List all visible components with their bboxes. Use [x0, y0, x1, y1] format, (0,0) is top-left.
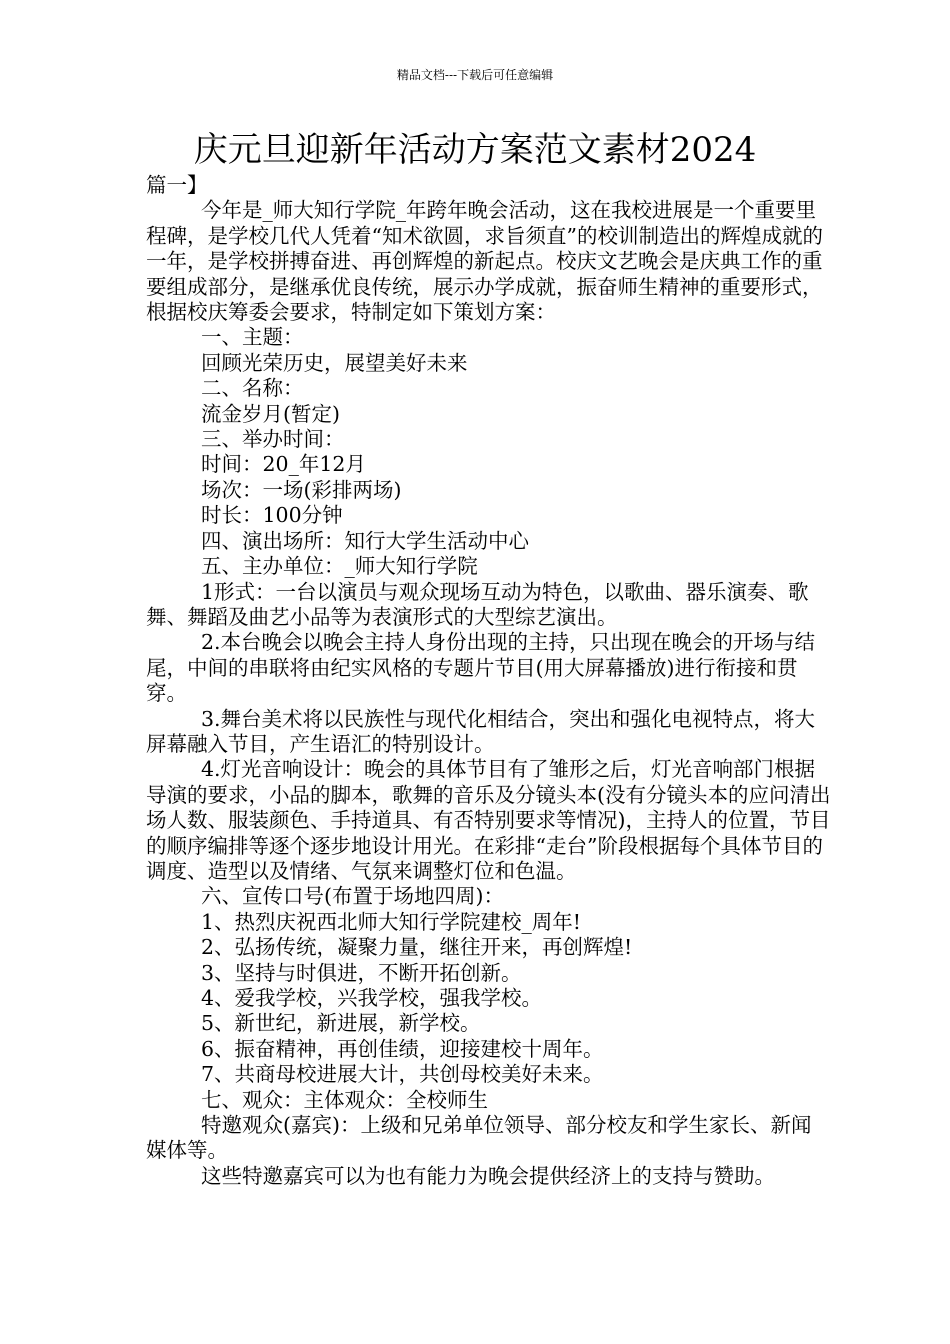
paragraph: 1、热烈庆祝西北师大知行学院建校_周年! — [201, 909, 582, 934]
paragraph: 五、主办单位：_师大知行学院 — [201, 554, 478, 579]
paragraph: 3.舞台美术将以民族性与现代化相结合，突出和强化电视特点，将大屏幕融入节目，产生语汇的特别设计。 — [146, 706, 816, 756]
paragraph: 流金岁月(暂定) — [201, 401, 340, 426]
paragraph: 3、坚持与时俱进，不断开拓创新。 — [201, 960, 522, 985]
paragraph: 场次：一场(彩排两场) — [201, 477, 402, 502]
paragraph: 1形式：一台以演员与观众现场互动为特色，以歌曲、器乐演奏、歌舞、舞蹈及曲艺小品等为表演形式的大型综艺演出。 — [146, 579, 809, 629]
paragraph: 这些特邀嘉宾可以为也有能力为晚会提供经济上的支持与赞助。 — [201, 1163, 775, 1188]
paragraph: 一、主题： — [201, 325, 304, 350]
paragraph: 二、名称： — [201, 376, 304, 401]
paragraph: 六、宣传口号(布置于场地四周)： — [201, 884, 504, 909]
paragraph: 回顾光荣历史，展望美好未来 — [201, 350, 468, 375]
document-body — [146, 173, 831, 1189]
page-header: 精品文档---下载后可任意编辑 — [396, 68, 554, 82]
paragraph: 7、共商母校进展大计，共创母校美好未来。 — [201, 1062, 604, 1087]
paragraph: 时长：100分钟 — [201, 503, 343, 528]
paragraph: 6、振奋精神，再创佳绩，迎接建校十周年。 — [201, 1036, 604, 1061]
paragraph: 三、举办时间： — [201, 427, 345, 452]
paragraph: 2、弘扬传统，凝聚力量，继往开来，再创辉煌! — [201, 935, 633, 960]
section-label: 篇一】 — [146, 173, 208, 197]
paragraph: 5、新世纪，新进展，新学校。 — [201, 1011, 481, 1036]
paragraph: 今年是_师大知行学院_年跨年晚会活动，这在我校进展是一个重要里程碑，是学校几代人凭着“知术欲圆，求旨须直”的校训制造出的辉煌成就的一年，是学校拼搏奋进、再创辉煌的新起点。校庆文艺晚会是庆典工作的重要组成部分，是继承优良传统，展示办学成就，振奋师生精神的重要形式，根据校庆筹委会要求，特制定如下策划方案： — [146, 198, 823, 325]
paragraph: 4、爱我学校，兴我学校，强我学校。 — [201, 986, 543, 1010]
paragraph: 七、观众：主体观众：全校师生 — [201, 1087, 488, 1112]
paragraph: 四、演出场所：知行大学生活动中心 — [201, 528, 529, 553]
paragraph: 4.灯光音响设计：晚会的具体节目有了雏形之后，灯光音响部门根据导演的要求，小品的脚本，歌舞的音乐及分镜头本(没有分镜头本的应问清出场人数、服装颜色、手持道具、有否特别要求等情况)，主持人的位置，节目的顺序编排等逐个逐步地设计用光。在彩排“走台”阶段根据每个具体节目的调度、造型以及情绪、气氛来调整灯位和色温。 — [146, 757, 831, 883]
paragraph: 2.本台晚会以晚会主持人身份出现的主持，只出现在晚会的开场与结尾，中间的串联将由纪实风格的专题片节目(用大屏幕播放)进行衔接和贯穿。 — [146, 630, 816, 706]
document-title: 庆元旦迎新年活动方案范文素材2024 — [193, 130, 757, 170]
paragraph: 特邀观众(嘉宾)：上级和兄弟单位领导、部分校友和学生家长、新闻媒体等。 — [146, 1113, 812, 1163]
paragraph: 时间：20_年12月 — [201, 452, 366, 477]
